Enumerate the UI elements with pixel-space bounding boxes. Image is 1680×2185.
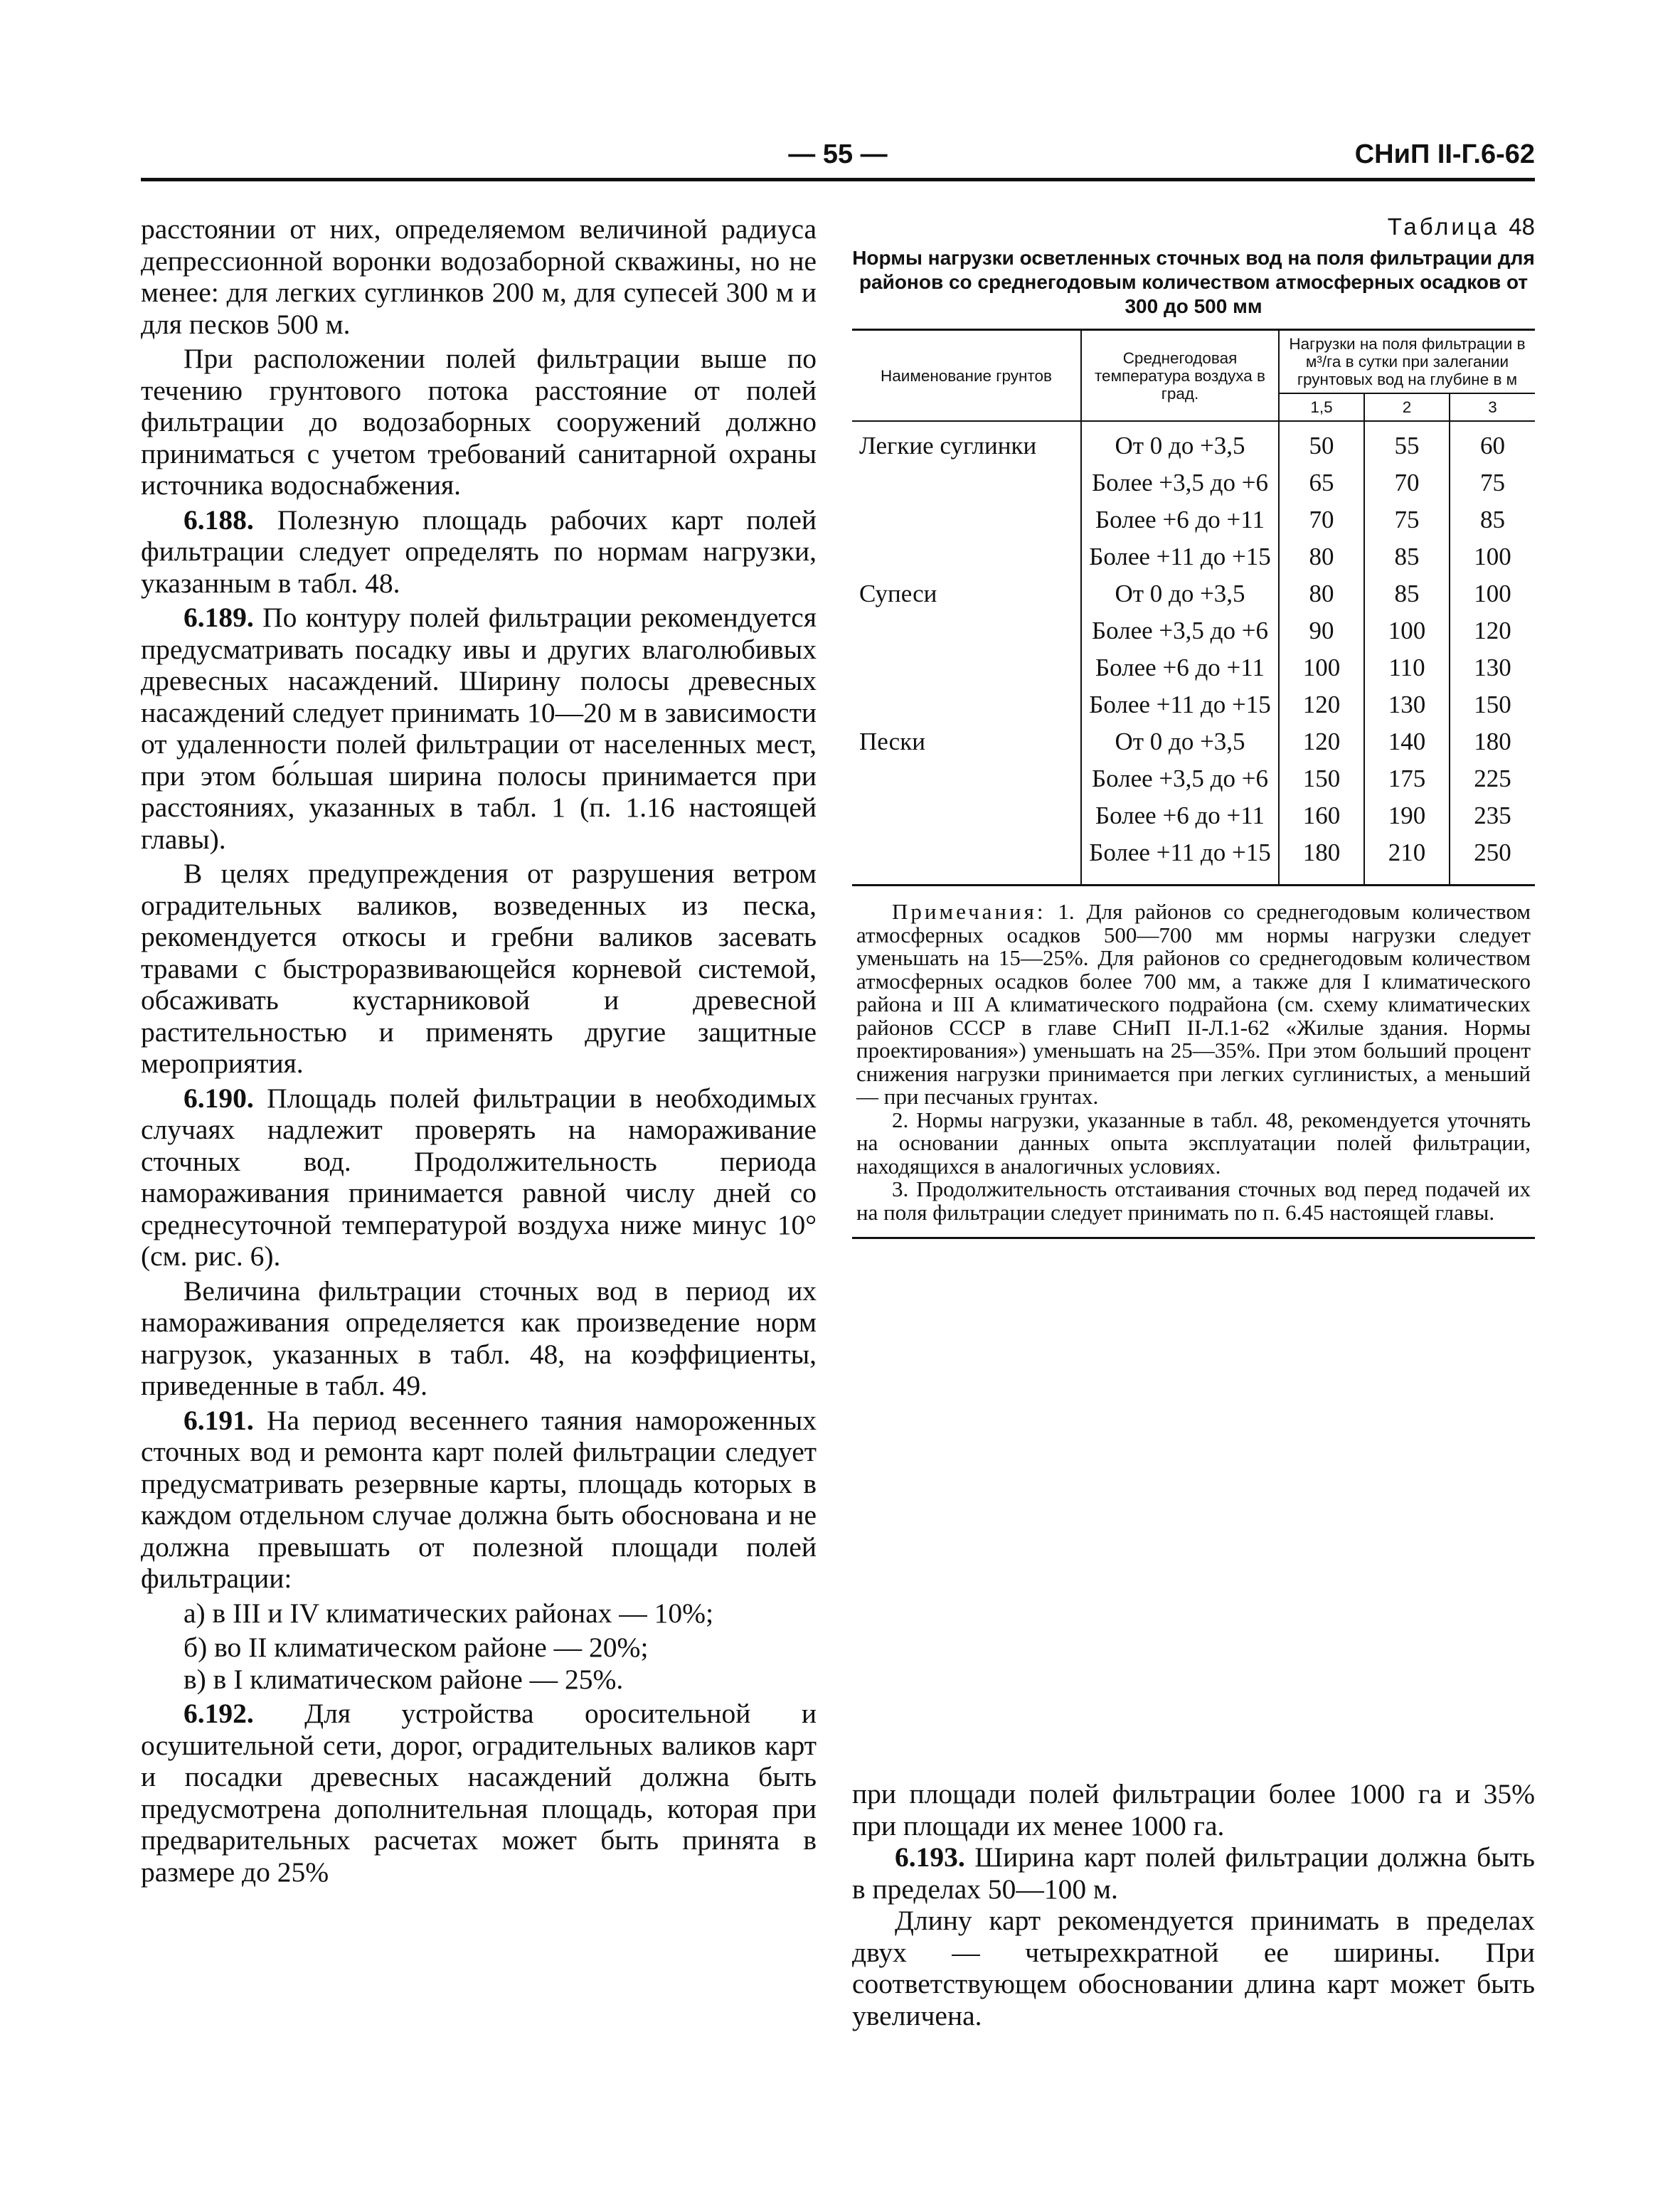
clause-6-188 [141, 504, 817, 600]
cell-temperature: Более +6 до +11 [1081, 797, 1279, 834]
load-norms-table [852, 329, 1535, 886]
cell-temperature: Более +3,5 до +6 [1081, 760, 1279, 797]
cell-load-depth-2: 140 [1364, 723, 1450, 760]
cell-soil [852, 760, 1081, 797]
cell-load-depth-2: 190 [1364, 797, 1450, 834]
clause-6-191 [141, 1405, 817, 1595]
right-column-text [852, 1778, 1535, 2031]
cell-load-depth-1: 150 [1279, 760, 1364, 797]
clause-6-193 [852, 1841, 1535, 1905]
cell-load-depth-3: 100 [1474, 543, 1511, 570]
note-2: 2. Нормы нагрузки, указанные в табл. 48, рекомендуется уточнять на основании данных опыта эксплуатации полей фильтрации, находящихся в аналогичных условиях. [856, 1107, 1531, 1179]
clause-number: 6.190. [184, 1082, 254, 1114]
cell-load-depth-1: 120 [1279, 723, 1364, 760]
cell-load-depth-2: 75 [1364, 501, 1450, 538]
page-number: — 55 — [788, 139, 888, 169]
cell-load-depth-3: 60 [1480, 432, 1505, 459]
paragraph-continued: расстоянии от них, определяемом величиной радиуса депрессионной воронки водозаборной скважины, но не менее: для легких суглинков 200 м, для супесей 300 м и для песков 500 м. [141, 213, 817, 340]
table-title: Нормы нагрузки осветленных сточных вод на поля фильтрации для районов со среднегодовым количеством атмосферных осадков от 300 до 500 мм [852, 247, 1535, 317]
cell-load-depth-2: 85 [1364, 538, 1450, 575]
cell-load-depth-1: 100 [1279, 649, 1364, 686]
table-row [852, 723, 1535, 760]
cell-load-depth-2: 70 [1364, 464, 1450, 501]
cell-load-depth-3: 150 [1474, 691, 1511, 718]
note-3: 3. Продолжительность отстаивания сточных вод перед подачей их на поля фильтрации следует принимать по п. 6.45 настоящей главы. [856, 1176, 1531, 1225]
clause-number: 6.188. [184, 504, 254, 536]
clause-6-190 [141, 1083, 817, 1272]
cell-soil [852, 797, 1081, 834]
table-row [852, 575, 1535, 612]
clause-number: 6.191. [184, 1404, 254, 1436]
cell-soil [852, 538, 1081, 575]
cell-load-depth-2: 130 [1364, 686, 1450, 723]
cell-load-depth-1: 50 [1279, 421, 1364, 464]
notes-label: Примечания: [892, 899, 1046, 924]
header-depth-3: 3 [1450, 393, 1535, 421]
note-1 [856, 900, 1531, 1109]
header-depth-2: 2 [1364, 393, 1450, 421]
cell-load-depth-1: 160 [1279, 797, 1364, 834]
cell-load-depth-2: 175 [1364, 760, 1450, 797]
clause-text: Для устройства оросительной и осушительной сети, дорог, оградительных валиков карт и посадки древесных насаждений должна быть предусмотрена дополнительная площадь, которая при предварительных расчетах может быть принята в размере до 25% [141, 1698, 817, 1888]
cell-load-depth-3: 180 [1474, 728, 1511, 755]
table-row [852, 538, 1535, 575]
cell-soil [852, 612, 1081, 649]
table-body [852, 421, 1535, 886]
cell-soil: Супеси [852, 575, 1081, 612]
table-number: 48 [1509, 213, 1535, 240]
table-row [852, 834, 1535, 886]
table-row [852, 760, 1535, 797]
cell-soil [852, 834, 1081, 886]
clause-text: На период весеннего таяния намороженных сточных вод и ремонта карт полей фильтрации следует предусматривать резервные карты, площадь которых в каждом отдельном случае должна быть обоснована и не должна превышать от полезной площади полей фильтрации: [141, 1404, 817, 1594]
right-column-table [852, 213, 1535, 1239]
paragraph: Длину карт рекомендуется принимать в пределах двух — четырехкратной ее ширины. При соответствующем обосновании длина карт может быть увеличена. [852, 1905, 1535, 2031]
list-item-a: а) в III и IV климатических районах — 10%; [184, 1597, 714, 1629]
cell-load-depth-3: 120 [1474, 617, 1511, 644]
table-notes [852, 900, 1535, 1239]
clause-number: 6.193. [895, 1841, 965, 1873]
cell-load-depth-3: 130 [1474, 654, 1511, 681]
clause-text: Ширина карт полей фильтрации должна быть в пределах 50—100 м. [852, 1841, 1535, 1905]
cell-load-depth-3: 75 [1480, 469, 1505, 496]
paragraph: Величина фильтрации сточных вод в период их намораживания определяется как произведение норм нагрузок, указанных в табл. 48, на коэффициенты, приведенные в табл. 49. [141, 1275, 817, 1401]
clause-text: По контуру полей фильтрации рекомендуется предусматривать посадку ивы и других влаголюбивых древесных насаждений. Ширину полосы древесных насаждений следует принимать 10—20 м в зависимости от удаленности полей фильтрации от населенных мест, при этом бо́льшая ширина полосы принимается при расстояниях, указанных в табл. 1 (п. 1.16 настоящей главы). [141, 602, 817, 855]
cell-soil [852, 464, 1081, 501]
cell-load-depth-2: 85 [1364, 575, 1450, 612]
cell-temperature: От 0 до +3,5 [1081, 575, 1279, 612]
document-code: СНиП II-Г.6-62 [1354, 139, 1535, 169]
cell-load-depth-3: 250 [1474, 839, 1511, 866]
table-row [852, 501, 1535, 538]
clause-number: 6.189. [184, 602, 254, 633]
cell-temperature: Более +11 до +15 [1081, 686, 1279, 723]
clause-text: Полезную площадь рабочих карт полей фильтрации следует определять по нормам нагрузки, указанным в табл. 48. [141, 504, 817, 599]
cell-load-depth-1: 80 [1279, 575, 1364, 612]
cell-temperature: Более +6 до +11 [1081, 501, 1279, 538]
clause-6-189 [141, 602, 817, 855]
cell-temperature: Более +11 до +15 [1081, 538, 1279, 575]
table-row [852, 649, 1535, 686]
cell-load-depth-3: 225 [1474, 765, 1511, 792]
header-soil: Наименование грунтов [852, 330, 1081, 422]
cell-load-depth-1: 120 [1279, 686, 1364, 723]
header-load: Нагрузки на поля фильтрации в м³/га в сутки при залегании грунтовых вод на глубине в м [1279, 330, 1535, 394]
clause-6-192 [141, 1698, 817, 1888]
cell-load-depth-1: 90 [1279, 612, 1364, 649]
cell-load-depth-1: 180 [1279, 834, 1364, 886]
cell-temperature: Более +6 до +11 [1081, 649, 1279, 686]
cell-soil: Легкие суглинки [852, 421, 1081, 464]
cell-load-depth-3: 100 [1474, 580, 1511, 607]
cell-load-depth-3: 235 [1474, 802, 1511, 829]
paragraph: При расположении полей фильтрации выше по течению грунтового потока расстояние от полей фильтрации до водозаборных сооружений должно приниматься с учетом требований санитарной охраны источника водоснабжения. [141, 343, 817, 501]
clause-text: Площадь полей фильтрации в необходимых случаях надлежит проверять на намораживание сточных вод. Продолжительность периода намораживания принимается равной числу дней со среднесуточной температурой воздуха ниже минус 10° (см. рис. 6). [141, 1082, 817, 1272]
cell-load-depth-2: 210 [1364, 834, 1450, 886]
header-temperature: Среднегодовая температура воздуха в град. [1081, 330, 1279, 422]
cell-load-depth-2: 100 [1364, 612, 1450, 649]
table-row [852, 797, 1535, 834]
cell-soil [852, 501, 1081, 538]
clause-number: 6.192. [184, 1698, 254, 1729]
cell-load-depth-1: 70 [1279, 501, 1364, 538]
table-label-word: Таблица [1387, 213, 1500, 240]
table-row [852, 464, 1535, 501]
cell-soil: Пески [852, 723, 1081, 760]
cell-load-depth-3: 85 [1480, 506, 1505, 533]
header-depth-1: 1,5 [1279, 393, 1364, 421]
paragraph-continued: при площади полей фильтрации более 1000 га и 35% при площади их менее 1000 га. [852, 1778, 1535, 1841]
cell-temperature: От 0 до +3,5 [1081, 421, 1279, 464]
paragraph: В целях предупреждения от разрушения ветром оградительных валиков, возведенных из песка, рекомендуется откосы и гребни валиков засевать травами с быстроразвивающейся корневой системой, обсаживать кустарниковой и древесной растительностью и применять другие защитные мероприятия. [141, 858, 817, 1079]
cell-temperature: Более +11 до +15 [1081, 834, 1279, 886]
table-label [852, 213, 1535, 240]
cell-temperature: От 0 до +3,5 [1081, 723, 1279, 760]
cell-temperature: Более +3,5 до +6 [1081, 612, 1279, 649]
cell-soil [852, 649, 1081, 686]
table-row [852, 612, 1535, 649]
header-rule [141, 178, 1535, 181]
cell-load-depth-2: 55 [1364, 421, 1450, 464]
list-item-c: в) в I климатическом районе — 25%. [184, 1663, 624, 1695]
cell-load-depth-1: 80 [1279, 538, 1364, 575]
note-1-text: 1. Для районов со среднегодовым количеством атмосферных осадков 500—700 мм нормы нагрузки следует уменьшать на 15—25%. Для районов со среднегодовым количеством атмосферных осадков более 700 мм, а также для I климатического района и III А климатического подрайона (см. схему климатических районов СССР в главе СНиП II-Л.1-62 «Жилые здания. Нормы проектирования») уменьшать на 25—35%. При этом больший процент снижения нагрузки принимается при легких суглинистых, а меньший — при песчаных грунтах. [856, 899, 1531, 1109]
cell-load-depth-2: 110 [1364, 649, 1450, 686]
left-column [141, 213, 817, 1888]
cell-load-depth-1: 65 [1279, 464, 1364, 501]
page-header [141, 139, 1535, 176]
table-row [852, 421, 1535, 464]
cell-temperature: Более +3,5 до +6 [1081, 464, 1279, 501]
table-row [852, 686, 1535, 723]
cell-soil [852, 686, 1081, 723]
list-item-b: б) во II климатическом районе — 20%; [184, 1632, 649, 1663]
